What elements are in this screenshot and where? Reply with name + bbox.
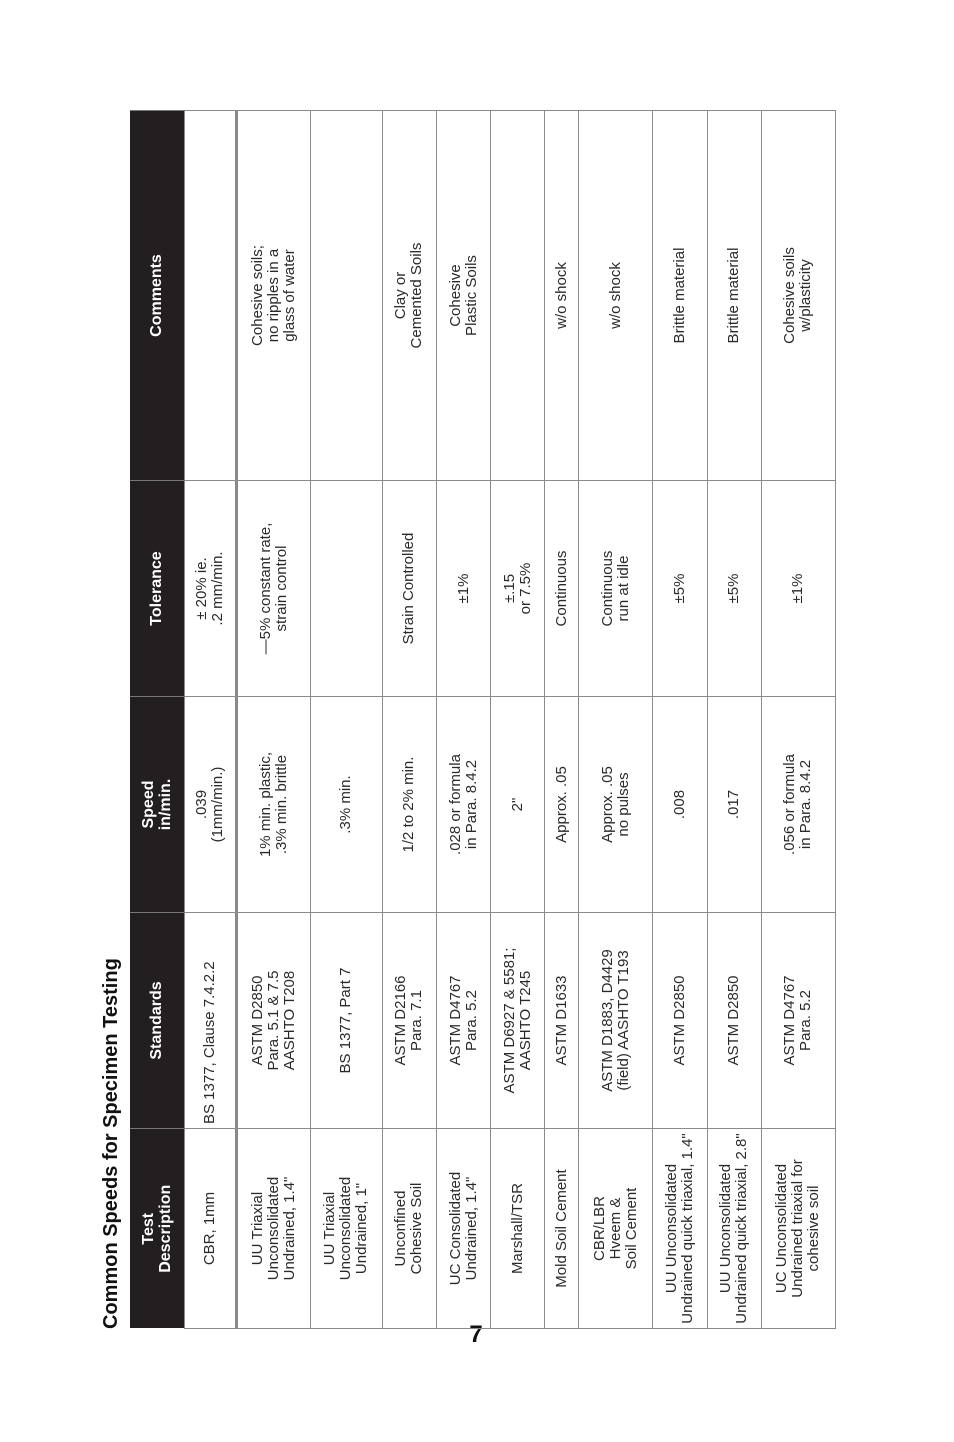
speeds-table	[130, 110, 836, 1329]
cell-line: .039	[192, 789, 210, 820]
cell-line: UU Unconsolidated	[663, 1163, 681, 1294]
cell-line: Marshall/TSR	[508, 1183, 526, 1274]
cell-speed	[707, 697, 761, 913]
cell-line: ASTM D4767	[446, 975, 464, 1066]
page-number: 7	[469, 1321, 483, 1348]
cell-line: .3% min. brittle	[272, 754, 290, 855]
cell-comments	[761, 111, 835, 481]
cell-line: 1% min. plastic,	[256, 751, 274, 858]
cell-line: Para. 5.1 & 7.5	[264, 970, 282, 1071]
cell-line: ASTM D2850	[671, 975, 689, 1066]
cell-line: Unconsolidated	[264, 1176, 282, 1281]
cell-line: Cemented Soils	[408, 242, 426, 349]
cell-line: .017	[725, 789, 743, 820]
cell-comments	[236, 111, 310, 481]
cell-line: .028 or formula	[446, 754, 464, 855]
column-header-standards	[130, 913, 184, 1129]
table-row	[707, 111, 761, 1329]
cell-line: Undrained quick triaxial, 2.8"	[733, 1133, 751, 1324]
cell-line: UC Consolidated	[446, 1171, 464, 1286]
cell-line: .008	[671, 789, 689, 820]
cell-line: Para. 5.2	[462, 990, 480, 1051]
cell-line: Strain Controlled	[400, 532, 418, 645]
cell-speed	[579, 697, 653, 913]
cell-standards	[707, 913, 761, 1129]
cell-test-description	[437, 1129, 491, 1329]
cell-line: UU Triaxial	[321, 1191, 339, 1266]
cell-comments	[579, 111, 653, 481]
cell-line: ASTM D1883, D4429	[598, 949, 616, 1092]
cell-line: Undrained, 1.4"	[462, 1176, 480, 1281]
cell-line: ±5%	[671, 573, 689, 604]
cell-tolerance	[491, 481, 545, 697]
cell-line: Mold Soil Cement	[552, 1169, 570, 1288]
cell-line: glass of water	[280, 249, 298, 342]
cell-comments	[184, 111, 236, 481]
cell-tolerance	[310, 481, 382, 697]
cell-line: UU Unconsolidated	[717, 1163, 735, 1294]
cell-line: Unconfined	[392, 1190, 410, 1267]
cell-comments	[653, 111, 707, 481]
header-line: in/min.	[156, 778, 174, 831]
cell-line: Undrained, 1.4"	[280, 1176, 298, 1281]
cell-line: CBR, 1mm	[200, 1191, 218, 1266]
cell-standards	[491, 913, 545, 1129]
cell-line: Continuous	[598, 550, 616, 627]
cell-line: ±1%	[789, 573, 807, 604]
cell-speed	[653, 697, 707, 913]
cell-test-description	[545, 1129, 579, 1329]
column-header-tolerance	[130, 481, 184, 697]
cell-test-description	[761, 1129, 835, 1329]
table-row	[184, 111, 236, 1329]
cell-standards	[382, 913, 436, 1129]
cell-speed	[491, 697, 545, 913]
table-row	[437, 111, 491, 1329]
cell-tolerance	[184, 481, 236, 697]
cell-test-description	[653, 1129, 707, 1329]
cell-line: Cohesive soils	[781, 247, 799, 344]
cell-line: .3% min.	[337, 775, 355, 834]
rotated-page	[96, 111, 836, 1348]
cell-tolerance	[761, 481, 835, 697]
cell-line: in Para. 8.4.2	[462, 759, 480, 850]
cell-standards	[579, 913, 653, 1129]
cell-standards	[761, 913, 835, 1129]
cell-line: w/plasticity	[797, 259, 815, 332]
cell-standards	[184, 913, 236, 1129]
cell-line: ±5%	[725, 573, 743, 604]
cell-tolerance	[653, 481, 707, 697]
cell-line: Brittle material	[725, 247, 743, 344]
cell-line: w/o shock	[606, 262, 624, 329]
cell-comments	[382, 111, 436, 481]
cell-standards	[236, 913, 310, 1129]
cell-line: .056 or formula	[781, 754, 799, 855]
header-line: Description	[156, 1184, 174, 1273]
header-line: Tolerance	[148, 551, 166, 626]
cell-line: Clay or	[392, 271, 410, 320]
cell-line: Approx. .05	[598, 766, 616, 843]
cell-test-description	[491, 1129, 545, 1329]
column-header-test-description	[130, 1129, 184, 1329]
cell-tolerance	[236, 481, 310, 697]
cell-test-description	[310, 1129, 382, 1329]
cell-line: UU Triaxial	[248, 1191, 266, 1266]
cell-comments	[707, 111, 761, 481]
cell-test-description	[236, 1129, 310, 1329]
table-row	[310, 111, 382, 1329]
cell-line: Continuous	[552, 550, 570, 627]
cell-line: no ripples in a	[264, 248, 282, 343]
column-header-speed	[130, 697, 184, 913]
cell-line: no pulses	[614, 772, 632, 837]
cell-line: Unconsolidated	[337, 1176, 355, 1281]
cell-speed	[437, 697, 491, 913]
cell-test-description	[579, 1129, 653, 1329]
table-body	[184, 111, 836, 1329]
table-row	[653, 111, 707, 1329]
cell-line: (1mm/min.)	[208, 766, 226, 843]
cell-line: —5% constant rate,	[256, 522, 274, 655]
cell-line: Plastic Soils	[462, 255, 480, 336]
cell-speed	[310, 697, 382, 913]
cell-line: Para. 5.2	[797, 990, 815, 1051]
cell-line: Hveem &	[606, 1197, 624, 1260]
cell-line: Cohesive Soil	[408, 1182, 426, 1275]
header-line: Standards	[148, 981, 166, 1060]
table-row	[545, 111, 579, 1329]
cell-line: ASTM D4767	[781, 975, 799, 1066]
cell-line: ±1%	[454, 573, 472, 604]
cell-line: .2 mm/min.	[208, 551, 226, 626]
cell-line: ASTM D2850	[248, 975, 266, 1066]
table-row	[491, 111, 545, 1329]
column-header-comments	[130, 111, 184, 481]
cell-line: UC Unconsolidated	[773, 1163, 791, 1294]
cell-comments	[545, 111, 579, 481]
page-title: Common Speeds for Specimen Testing	[100, 958, 122, 1329]
cell-comments	[437, 111, 491, 481]
cell-line: Soil Cement	[622, 1187, 640, 1270]
cell-line: BS 1377, Part 7	[337, 967, 355, 1074]
cell-line: ±.15	[500, 573, 518, 604]
cell-tolerance	[579, 481, 653, 697]
cell-line: BS 1377, Clause 7.4.2.2	[200, 961, 218, 1124]
cell-speed	[236, 697, 310, 913]
table-row	[382, 111, 436, 1329]
cell-line: 2"	[508, 797, 526, 812]
cell-speed	[545, 697, 579, 913]
cell-line: 1/2 to 2% min.	[400, 756, 418, 853]
cell-line: ± 20% ie.	[192, 557, 210, 620]
cell-test-description	[707, 1129, 761, 1329]
cell-comments	[491, 111, 545, 481]
cell-line: Undrained, 1"	[353, 1182, 371, 1275]
header-line: Test	[139, 1212, 157, 1245]
cell-comments	[310, 111, 382, 481]
cell-speed	[761, 697, 835, 913]
cell-line: strain control	[272, 545, 290, 632]
cell-standards	[653, 913, 707, 1129]
cell-standards	[310, 913, 382, 1129]
cell-line: AASHTO T208	[280, 970, 298, 1071]
cell-line: in Para. 8.4.2	[797, 759, 815, 850]
cell-line: Undrained quick triaxial, 1.4"	[679, 1133, 697, 1324]
cell-line: AASHTO T245	[516, 970, 534, 1071]
cell-line: or 7.5%	[516, 562, 534, 615]
cell-line: run at idle	[614, 555, 632, 622]
header-line: Speed	[139, 780, 157, 829]
cell-test-description	[382, 1129, 436, 1329]
cell-standards	[437, 913, 491, 1129]
cell-tolerance	[707, 481, 761, 697]
cell-speed	[382, 697, 436, 913]
cell-line: CBR/LBR	[590, 1195, 608, 1262]
cell-tolerance	[382, 481, 436, 697]
cell-line: Brittle material	[671, 247, 689, 344]
cell-tolerance	[437, 481, 491, 697]
cell-speed	[184, 697, 236, 913]
table-header-row	[130, 111, 184, 1329]
cell-line: w/o shock	[552, 262, 570, 329]
cell-test-description	[184, 1129, 236, 1329]
cell-line: cohesive soil	[805, 1185, 823, 1272]
cell-line: Para. 7.1	[408, 990, 426, 1051]
cell-line: Cohesive soils;	[248, 245, 266, 346]
cell-line: Cohesive	[446, 264, 464, 327]
cell-line: ASTM D6927 & 5581;	[500, 947, 518, 1094]
cell-line: ASTM D1633	[552, 975, 570, 1066]
cell-tolerance	[545, 481, 579, 697]
cell-line: ASTM D2850	[725, 975, 743, 1066]
cell-line: ASTM D2166	[392, 975, 410, 1066]
table-row	[761, 111, 835, 1329]
header-line: Comments	[148, 254, 166, 337]
cell-standards	[545, 913, 579, 1129]
cell-line: Approx. .05	[552, 766, 570, 843]
cell-line: (field) AASHTO T193	[614, 950, 632, 1091]
cell-line: Undrained triaxial for	[789, 1159, 807, 1298]
table-row	[579, 111, 653, 1329]
table-row	[236, 111, 310, 1329]
